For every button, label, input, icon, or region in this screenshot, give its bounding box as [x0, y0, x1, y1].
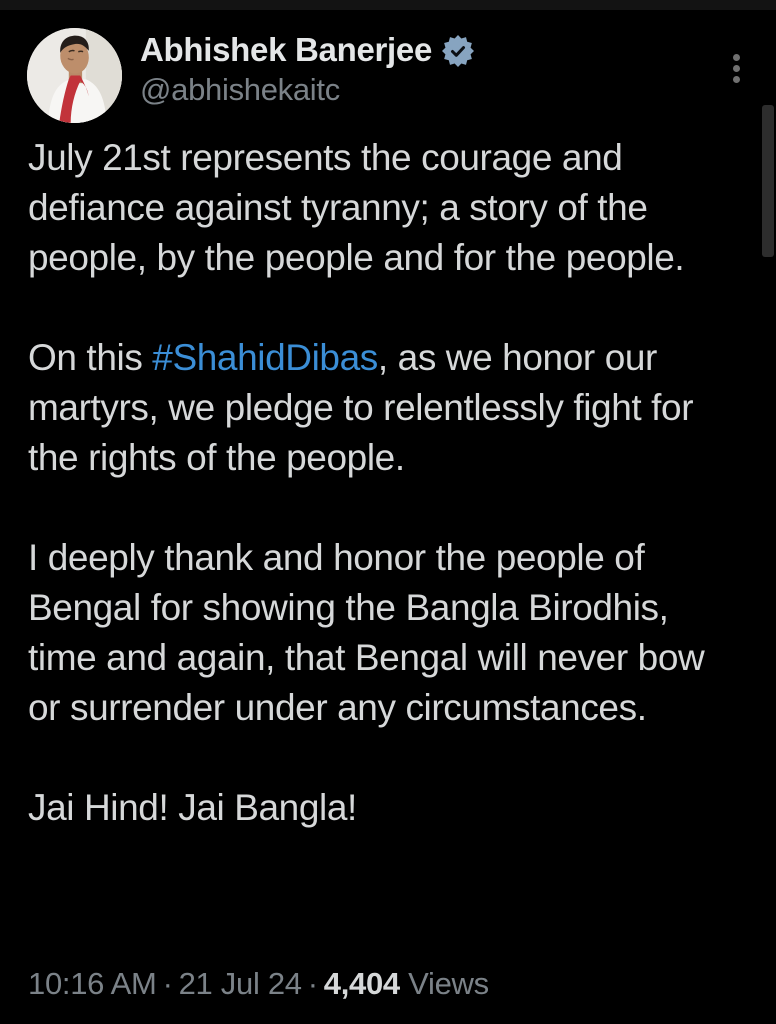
tweet-paragraph [28, 783, 728, 833]
tweet-paragraph [28, 133, 728, 283]
tweet-header [0, 10, 776, 123]
tweet-text [28, 133, 728, 833]
tweet-text-segment: I deeply thank and honor the people of Bengal for showing the Bangla Birodhis, time and again, that Bengal will never bow or surrender under any circumstances. [28, 537, 705, 728]
hashtag-link[interactable]: #ShahidDibas [152, 337, 378, 378]
name-block [140, 30, 474, 108]
date: 21 Jul 24 [178, 966, 302, 1001]
timestamp: 10:16 AM [28, 966, 157, 1001]
meta-separator: · [162, 966, 173, 1001]
tweet-card [0, 10, 776, 1024]
tweet-text-segment: Jai Hind! Jai Bangla! [28, 787, 357, 828]
views-count: 4,404 [323, 966, 400, 1001]
scrollbar [760, 10, 776, 1024]
views-label: Views [408, 966, 489, 1001]
kebab-menu-icon [733, 65, 740, 72]
tweet-paragraph [28, 533, 728, 733]
meta-separator: · [307, 966, 318, 1001]
display-name[interactable]: Abhishek Banerjee [140, 31, 433, 68]
tweet-text-segment: , as we honor our martyrs, we pledge to relentlessly fight for the rights of the people. [28, 337, 694, 478]
top-strip [0, 0, 776, 10]
avatar[interactable] [27, 28, 122, 123]
avatar-image [27, 28, 122, 123]
meta-row [28, 966, 489, 1002]
handle[interactable]: @abhishekaitc [140, 72, 340, 107]
tweet-paragraph [28, 333, 728, 483]
kebab-menu-icon [733, 54, 740, 61]
scrollbar-thumb[interactable] [762, 105, 774, 257]
tweet-text-segment: On this [28, 337, 153, 378]
tweet-text-segment: July 21st represents the courage and defiance against tyranny; a story of the people, by the people and for the people. [28, 137, 685, 278]
more-button[interactable] [719, 40, 753, 96]
verified-badge-icon [442, 35, 474, 67]
kebab-menu-icon [733, 76, 740, 83]
